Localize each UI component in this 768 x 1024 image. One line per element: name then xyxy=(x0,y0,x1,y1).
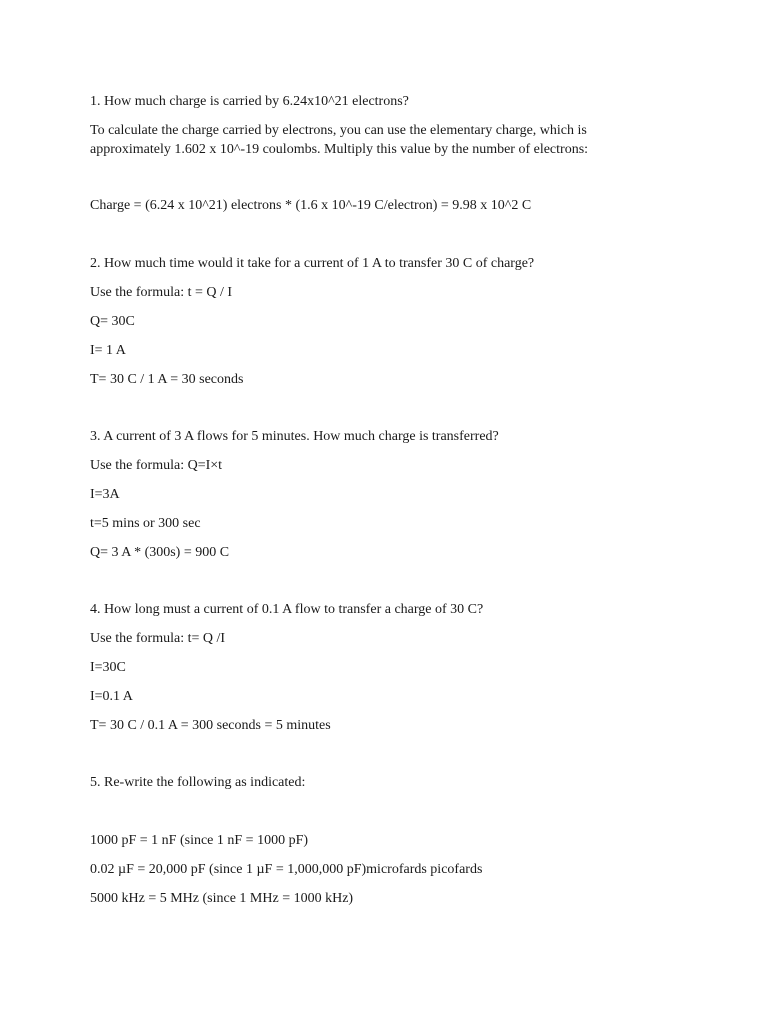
q2-given1: Q= 30C xyxy=(90,314,135,329)
q5-item1: 1000 pF = 1 nF (since 1 nF = 1000 pF) xyxy=(90,833,309,848)
q2-formula: Use the formula: t = Q / I xyxy=(90,285,233,300)
q3-formula: Use the formula: Q=I×t xyxy=(90,458,223,473)
q4-answer: T= 30 C / 0.1 A = 300 seconds = 5 minutes xyxy=(90,718,331,733)
q3-given2: t=5 mins or 300 sec xyxy=(90,516,201,531)
q2-question: 2. How much time would it take for a current of 1 A to transfer 30 C of charge? xyxy=(90,256,535,271)
q1-explanation-line1: To calculate the charge carried by electrons, you can use the elementary charge, which is xyxy=(90,123,587,138)
q3-answer: Q= 3 A * (300s) = 900 C xyxy=(90,545,230,560)
q3-question: 3. A current of 3 A flows for 5 minutes. How much charge is transferred? xyxy=(90,429,499,444)
q4-given2: I=0.1 A xyxy=(90,689,133,704)
q5-item3: 5000 kHz = 5 MHz (since 1 MHz = 1000 kHz) xyxy=(90,891,354,906)
q2-given2: I= 1 A xyxy=(90,343,126,358)
q3-given1: I=3A xyxy=(90,487,120,502)
q2-answer: T= 30 C / 1 A = 30 seconds xyxy=(90,372,244,387)
q1-explanation-line2: approximately 1.602 x 10^-19 coulombs. Multiply this value by the number of electrons: xyxy=(90,142,589,157)
q1-answer: Charge = (6.24 x 10^21) electrons * (1.6 x 10^-19 C/electron) = 9.98 x 10^2 C xyxy=(90,198,532,213)
q1-question: 1. How much charge is carried by 6.24x10^21 electrons? xyxy=(90,94,409,109)
q5-item2: 0.02 µF = 20,000 pF (since 1 µF = 1,000,000 pF)microfards picofards xyxy=(90,862,483,877)
q4-given1: I=30C xyxy=(90,660,126,675)
q4-formula: Use the formula: t= Q /I xyxy=(90,631,226,646)
q5-question: 5. Re-write the following as indicated: xyxy=(90,775,306,790)
q4-question: 4. How long must a current of 0.1 A flow to transfer a charge of 30 C? xyxy=(90,602,484,617)
